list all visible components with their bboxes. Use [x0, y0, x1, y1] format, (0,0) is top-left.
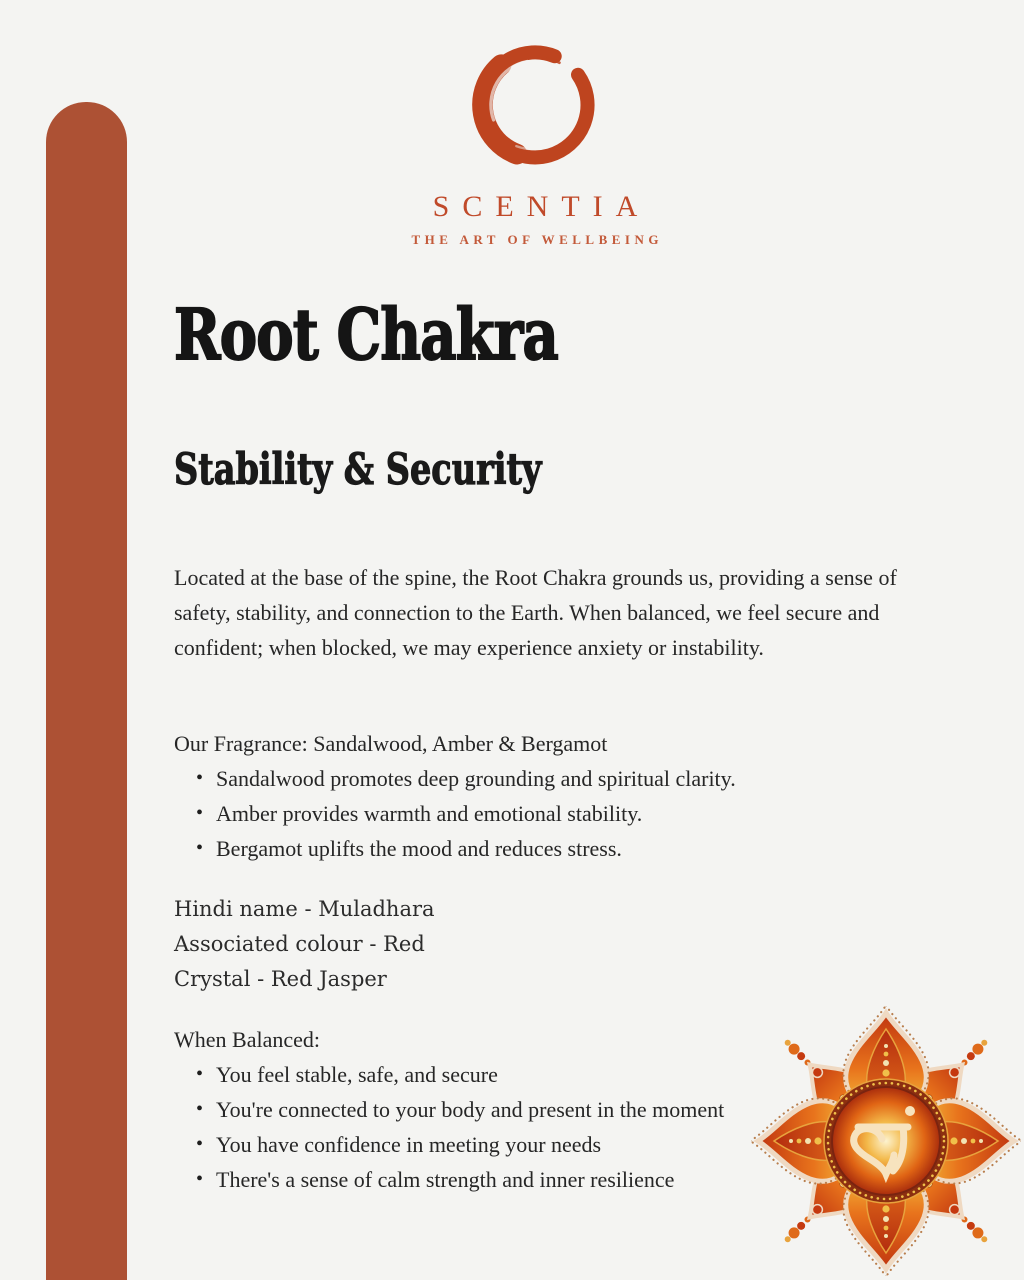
brand-name: SCENTIA — [432, 190, 651, 223]
fragrance-list — [196, 761, 934, 866]
when-balanced-heading: When Balanced: — [174, 1027, 320, 1052]
attributes-section — [174, 892, 435, 997]
left-accent-bar — [46, 102, 127, 1280]
list-item: • You're connected to your body and present in the moment — [196, 1092, 954, 1127]
brand-logo — [405, 28, 665, 248]
list-item: • Bergamot uplifts the mood and reduces stress. — [196, 831, 934, 866]
list-item: • You have confidence in meeting your needs — [196, 1127, 954, 1162]
list-item: • Sandalwood promotes deep grounding and spiritual clarity. — [196, 761, 934, 796]
when-balanced-list — [196, 1057, 954, 1197]
list-item: • There's a sense of calm strength and inner resilience — [196, 1162, 954, 1197]
fragrance-section — [174, 726, 934, 866]
page-subtitle: Stability & Security — [174, 445, 542, 495]
enso-brush-circle-icon — [460, 28, 610, 178]
when-balanced-section — [174, 1022, 954, 1197]
list-item: • You feel stable, safe, and secure — [196, 1057, 954, 1092]
attribute-hindi-name: Hindi name - Muladhara — [174, 897, 435, 921]
attribute-associated-colour: Associated colour - Red — [174, 932, 425, 956]
page-title: Root Chakra — [174, 293, 558, 376]
brand-tagline: THE ART OF WELLBEING — [411, 232, 663, 247]
list-item: • Amber provides warmth and emotional stability. — [196, 796, 934, 831]
fragrance-heading: Our Fragrance: Sandalwood, Amber & Bergamot — [174, 731, 608, 756]
intro-paragraph: Located at the base of the spine, the Root Chakra grounds us, providing a sense of safety, stability, and connection to the Earth. When balanced, we feel secure and confident; when blocked, we may experience anxiety or instability. — [174, 565, 897, 660]
attribute-crystal: Crystal - Red Jasper — [174, 967, 387, 991]
